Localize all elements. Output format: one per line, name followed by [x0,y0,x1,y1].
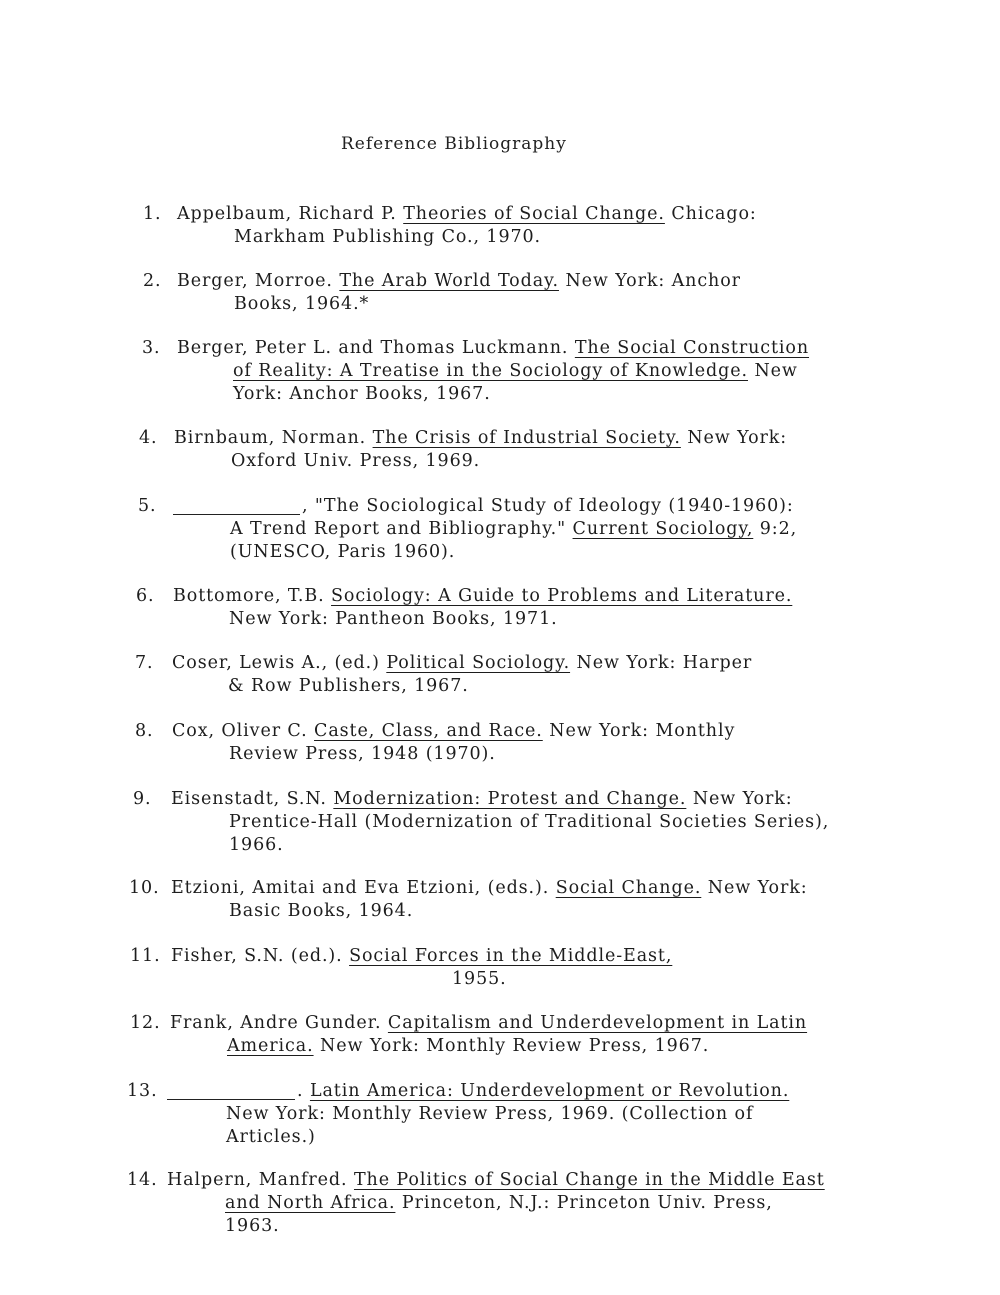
entry-year: 1963. [225,1216,280,1236]
entry-line-2 [234,226,541,249]
entry-publisher: New York: Pantheon Books, 1971. [229,609,558,629]
entry-line-3 [230,541,455,564]
entry-publisher: Chicago: [671,204,757,224]
entry-publisher: Prentice-Hall (Modernization of Traditional Societies Series), [229,812,830,832]
entry-title: Social Change. [555,878,702,898]
entry-title: Sociology: A Guide to Problems and Literature. [331,586,793,606]
entry-title: Political Sociology. [386,653,571,673]
entry-publisher: (UNESCO, Paris 1960). [230,542,456,562]
entry-publisher: York: Anchor Books, 1967. [233,384,491,404]
entry-line-2 [233,360,798,383]
entry-publisher: New York: Monthly Review Press, 1967. [320,1036,710,1056]
entry-number: 1. [143,204,162,224]
entry-title: A Trend Report and Bibliography." [230,519,567,539]
entry-title: The Crisis of Industrial Society. [372,428,681,448]
entry-title: The Politics of Social Change in the Middle East [353,1170,825,1190]
entry-line-2 [227,1035,709,1058]
entry-publisher: Review Press, 1948 (1970). [229,744,496,764]
entry-line-2 [229,811,829,834]
entry-publisher: Markham Publishing Co., 1970. [234,227,542,247]
entry-number: 10. [129,878,160,898]
entry-line-1 [171,788,793,811]
entry-author: Eisenstadt, S.N. [171,789,327,809]
entry-publisher: New York: Monthly [549,721,736,741]
entry-publisher: Books, 1964.* [234,294,370,314]
entry-volume: 9:2, [759,519,798,539]
entry-number: 5. [138,496,157,516]
entry-publisher: New York: Monthly Review Press, 1969. (Collection of [226,1104,754,1124]
entry-number: 9. [133,789,152,809]
entry-number: 3. [142,338,161,358]
entry-publisher: New York: Harper [576,653,753,673]
entry-number: 13. [127,1081,158,1101]
page-title: Reference Bibliography [341,134,567,154]
entry-number: 11. [130,946,161,966]
entry-publisher: New York: [687,428,788,448]
entry-title: Modernization: Protest and Change. [333,789,687,809]
entry-line-1 [172,720,735,743]
entry-title: , "The Sociological Study of Ideology (1940-1960): [302,496,794,516]
entry-line-2 [230,518,797,541]
entry-separator: . [297,1081,304,1101]
entry-number: 4. [139,428,158,448]
entry-title: Latin America: Underdevelopment or Revolution. [309,1081,790,1101]
entry-author: Frank, Andre Gunder. [170,1013,382,1033]
entry-line-2 [452,968,507,991]
entry-line-3 [225,1215,280,1238]
entry-line-1 [302,495,794,518]
entry-line-1 [174,427,787,450]
entry-author: Birnbaum, Norman. [174,428,367,448]
entry-number: 12. [130,1013,161,1033]
entry-line-2 [231,450,480,473]
entry-publisher: New York: [692,789,793,809]
entry-publisher: Basic Books, 1964. [229,901,414,921]
entry-author: Berger, Peter L. and Thomas Luckmann. [177,338,569,358]
entry-line-1 [171,945,672,968]
entry-author: Halpern, Manfred. [167,1170,348,1190]
entry-author: Etzioni, Amitai and Eva Etzioni, (eds.). [171,878,550,898]
entry-author: Bottomore, T.B. [173,586,325,606]
entry-year: 1966. [229,835,284,855]
entry-author: Fisher, S.N. (ed.). [171,946,343,966]
entry-title: Caste, Class, and Race. [314,721,543,741]
entry-line-2 [229,608,558,631]
entry-line-1 [177,203,757,226]
entry-number: 6. [136,586,155,606]
entry-line-2 [234,293,369,316]
entry-number: 7. [135,653,154,673]
entry-line-1 [173,585,792,608]
entry-line-1 [171,877,808,900]
entry-title: Social Forces in the Middle-East, [349,946,673,966]
entry-line-1 [297,1080,789,1103]
entry-line-2 [228,675,469,698]
entry-line-1 [177,337,809,360]
entry-title: of Reality: A Treatise in the Sociology of Knowledge. [233,361,748,381]
entry-title: The Social Construction [574,338,810,358]
entry-publisher: & Row Publishers, 1967. [228,676,469,696]
entry-line-3 [226,1126,316,1149]
entry-line-2 [226,1103,753,1126]
entry-note: Articles.) [226,1127,316,1147]
entry-number: 2. [143,271,162,291]
entry-line-1 [170,1012,807,1035]
entry-author: Appelbaum, Richard P. [177,204,397,224]
entry-publisher: New York: [707,878,808,898]
entry-author: Berger, Morroe. [177,271,333,291]
entry-line-3 [229,834,284,857]
entry-title: and North Africa. [225,1193,396,1213]
entry-publisher: New York: Anchor [565,271,741,291]
entry-line-1 [177,270,741,293]
entry-publisher: Oxford Univ. Press, 1969. [231,451,481,471]
entry-number: 8. [135,721,154,741]
entry-publisher: New [754,361,798,381]
ditto-blank-line [173,514,300,515]
entry-line-2 [229,743,496,766]
entry-title: Capitalism and Underdevelopment in Latin [387,1013,808,1033]
entry-line-1 [167,1169,825,1192]
entry-title: The Arab World Today. [339,271,559,291]
entry-number: 14. [127,1170,158,1190]
entry-author: Cox, Oliver C. [172,721,308,741]
entry-title: Theories of Social Change. [403,204,665,224]
entry-line-2 [229,900,413,923]
entry-line-2 [225,1192,773,1215]
entry-journal: Current Sociology, [572,519,754,539]
entry-title: America. [227,1036,314,1056]
entry-author: Coser, Lewis A., (ed.) [172,653,380,673]
ditto-blank-line [167,1099,295,1100]
entry-line-1 [172,652,752,675]
entry-year: 1955. [452,969,507,989]
entry-line-3 [233,383,491,406]
entry-publisher: Princeton, N.J.: Princeton Univ. Press, [401,1193,773,1213]
